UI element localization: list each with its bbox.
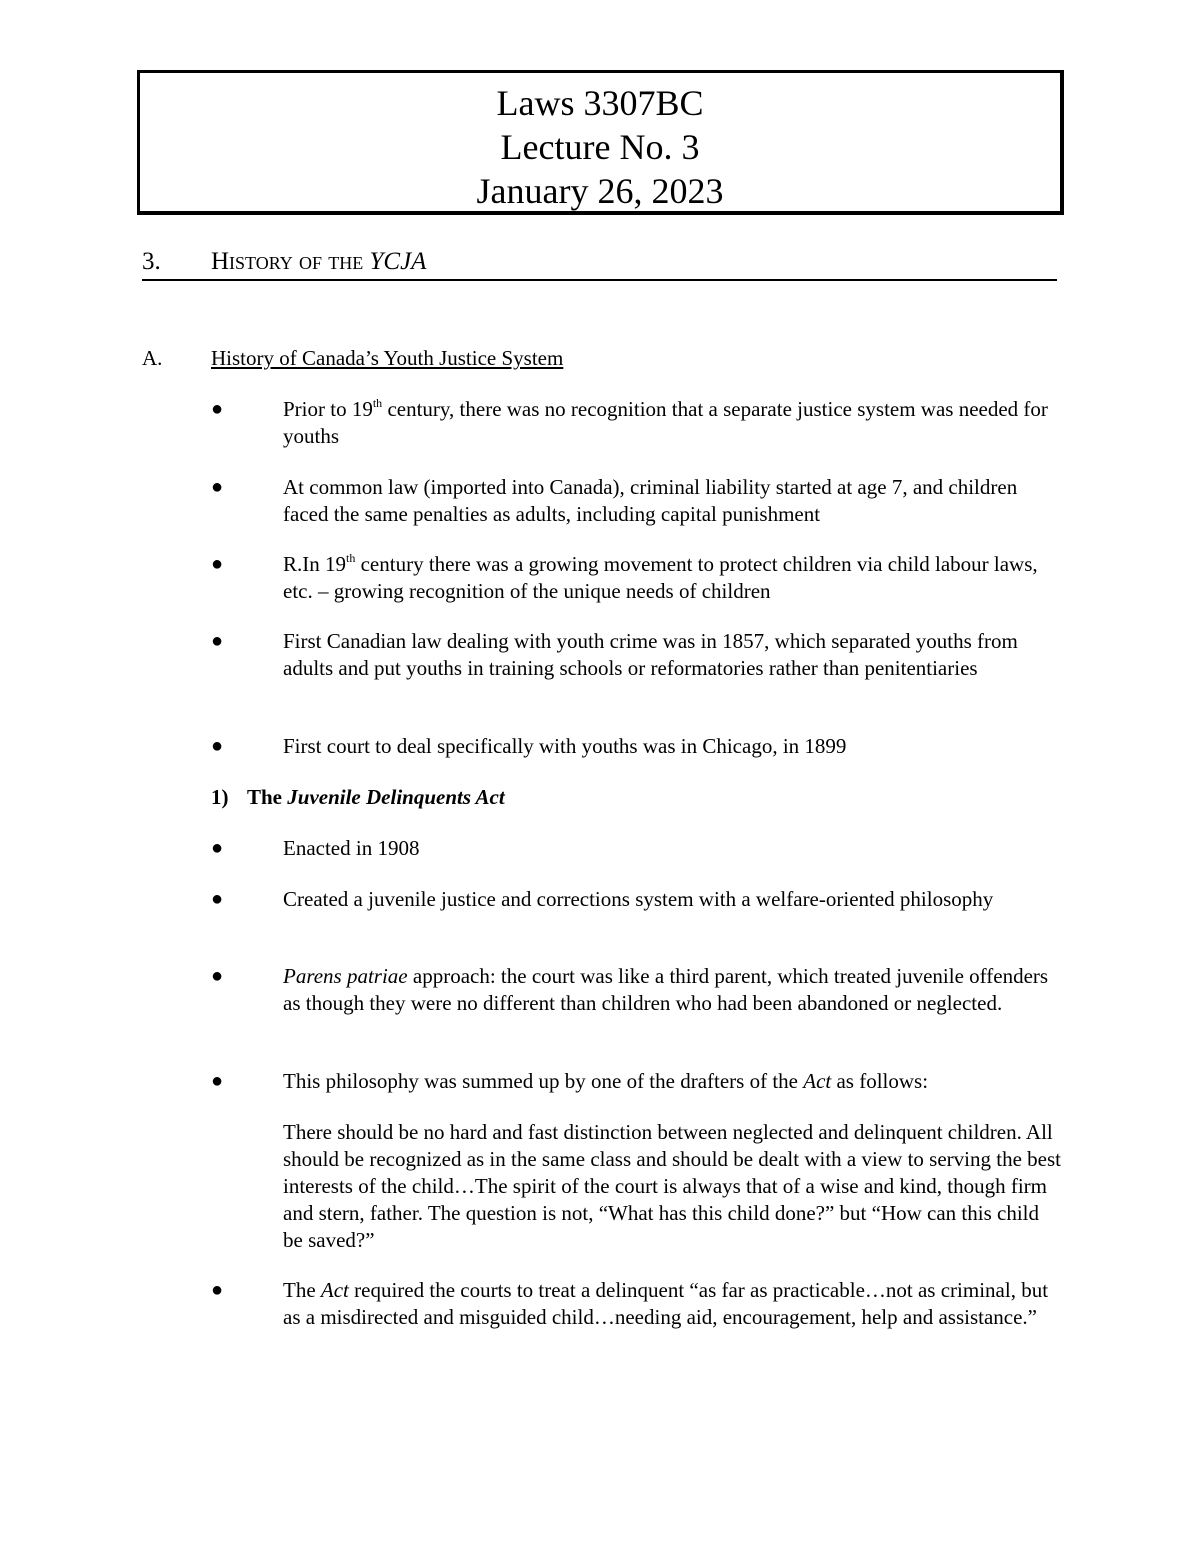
bullet-icon: ● bbox=[211, 965, 224, 987]
bullet-icon: ● bbox=[211, 837, 224, 859]
subsection-heading bbox=[142, 344, 563, 372]
bullet-text: Parens patriae approach: the court was like a third parent, which treated juvenile offenders as though they were no different than children who had been abandoned or neglected. bbox=[283, 964, 1049, 1015]
bullet-icon: ● bbox=[211, 553, 224, 575]
bullet-icon: ● bbox=[211, 630, 224, 652]
block-quote: There should be no hard and fast distinction between neglected and delinquent children. All should be recognized as in the same class and should be dealt with a view to serving the best interests of the child…The spirit of the court is always that of a wise and kind, though firm and stern, father. The question is not, “What has this child done?” but “How can this child be saved?” bbox=[283, 1120, 1061, 1252]
bullet-text: Enacted in 1908 bbox=[283, 836, 420, 860]
bullet-text: Prior to 19th century, there was no recognition that a separate justice system was needed for youths bbox=[283, 396, 1048, 448]
bullet-icon: ● bbox=[211, 398, 224, 420]
course-title: Laws 3307BC bbox=[496, 83, 704, 123]
section-title: History of the bbox=[211, 248, 364, 275]
bullet-icon: ● bbox=[211, 1070, 224, 1092]
bullet-text: The Act required the courts to treat a delinquent “as far as practicable…not as criminal, but as a misdirected and misguided child…needing aid, encouragement, help and assistance.” bbox=[283, 1278, 1049, 1329]
bullet-icon: ● bbox=[211, 476, 224, 498]
juvenile-delinquents-act-heading: 1) The Juvenile Delinquents Act bbox=[211, 785, 505, 809]
bullet-icon: ● bbox=[211, 735, 224, 757]
section-number: 3. bbox=[142, 248, 161, 275]
bullet-text: At common law (imported into Canada), criminal liability started at age 7, and children faced the same penalties as adults, including capital punishment bbox=[283, 475, 1018, 526]
bullet-text: R.In 19th century there was a growing movement to protect children via child labour laws, etc. – growing recognition of the unique needs of children bbox=[283, 551, 1038, 603]
subsection-title: History of Canada’s Youth Justice System bbox=[211, 346, 564, 370]
bullet-text: Created a juvenile justice and corrections system with a welfare-oriented philosophy bbox=[283, 887, 994, 911]
bullet-icon: ● bbox=[211, 1279, 224, 1301]
section-title-italic: YCJA bbox=[369, 248, 427, 275]
lecture-number: Lecture No. 3 bbox=[500, 127, 700, 167]
title-box bbox=[137, 70, 1064, 215]
lecture-date: January 26, 2023 bbox=[476, 171, 724, 211]
bullet-text: This philosophy was summed up by one of the drafters of the Act as follows: bbox=[283, 1069, 929, 1093]
bullet-text: First Canadian law dealing with youth crime was in 1857, which separated youths from adults and put youths in training schools or reformatories rather than penitentiaries bbox=[283, 629, 1018, 680]
section-heading bbox=[142, 245, 1057, 281]
bullet-icon: ● bbox=[211, 888, 224, 910]
bullet-text: First court to deal specifically with youths was in Chicago, in 1899 bbox=[283, 734, 847, 758]
subsection-letter: A. bbox=[142, 346, 163, 370]
